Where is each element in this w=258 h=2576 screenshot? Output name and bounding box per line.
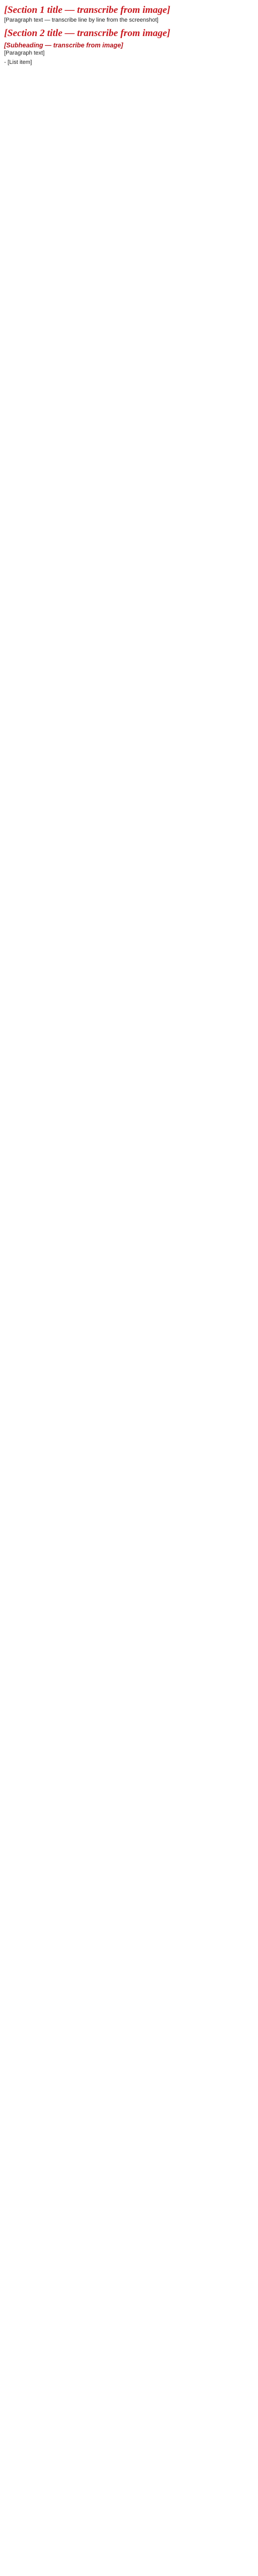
document-body (4, 5, 254, 65)
page (0, 5, 258, 2576)
section-title: [Section 2 title — transcribe from image] (4, 28, 170, 39)
paragraph-line: [Paragraph text — transcribe line by line from the screenshot] (4, 17, 158, 23)
paragraph (4, 17, 254, 23)
paragraph-line: [Paragraph text] (4, 50, 45, 56)
list-item: - [List item] (4, 59, 254, 65)
subsection-title: [Subheading — transcribe from image] (4, 42, 123, 49)
section-title: [Section 1 title — transcribe from image] (4, 5, 170, 15)
paragraph (4, 50, 254, 56)
bullet-list (4, 59, 254, 65)
section (4, 5, 254, 23)
section (4, 28, 254, 65)
